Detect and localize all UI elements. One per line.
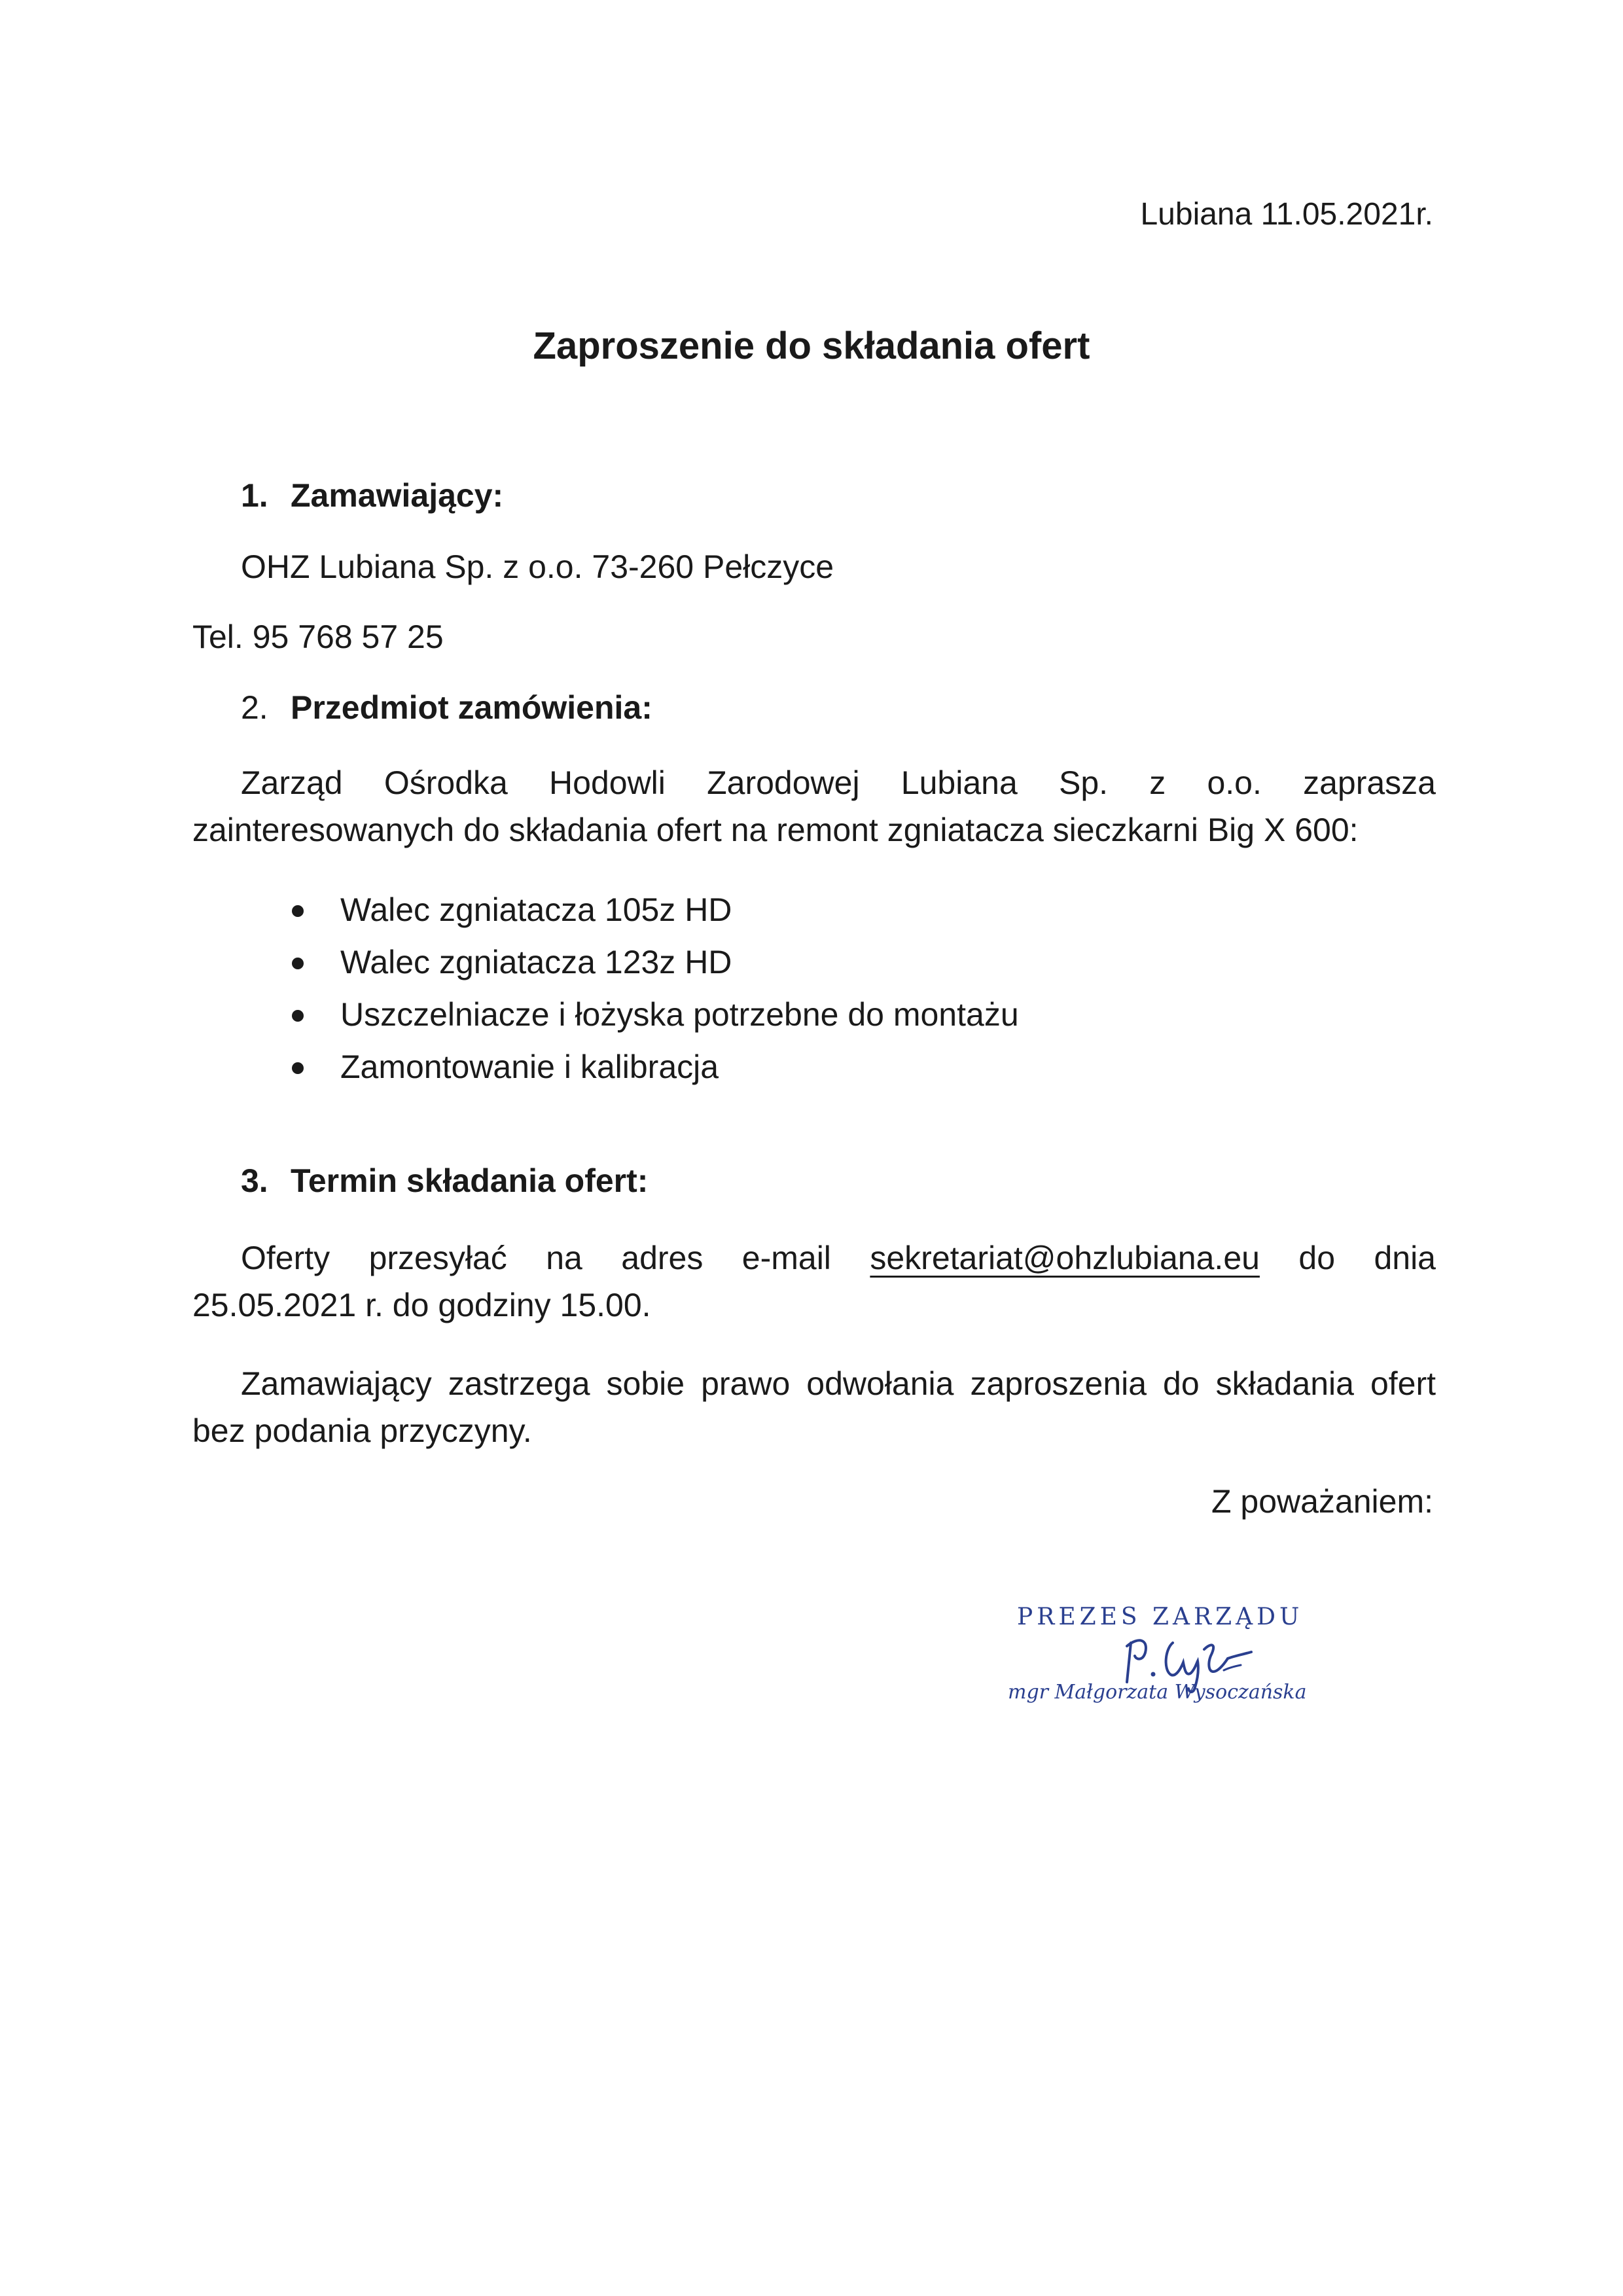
deadline-line-1: Oferty przesyłać na adres e-mail sekretariat@ohzlubiana.eu do dnia (241, 1240, 1436, 1276)
document-date: Lubiana 11.05.2021r. (1140, 197, 1433, 232)
section-1-heading (241, 476, 503, 514)
deadline-line-2: 25.05.2021 r. do godziny 15.00. (192, 1287, 651, 1323)
reservation-paragraph (192, 1360, 1436, 1454)
bullet-icon (292, 958, 304, 969)
section-1-title: Zamawiający: (291, 477, 504, 514)
order-subject-line-1: Zarząd Ośrodka Hodowli Zarodowej Lubiana Sp. z o.o. zaprasza (241, 764, 1436, 801)
document-title: Zaproszenie do składania ofert (533, 325, 1090, 367)
list-item: Walec zgniatacza 123z HD (288, 936, 1019, 988)
order-subject-line-2: zainteresowanych do składania ofert na remont zgniatacza sieczkarni Big X 600: (192, 812, 1359, 848)
section-1-number: 1. (241, 477, 268, 514)
order-items-list (288, 884, 1019, 1093)
list-item: Uszczelniacze i łożyska potrzebne do montażu (288, 988, 1019, 1041)
deadline-paragraph (192, 1234, 1436, 1329)
section-2-title: Przedmiot zamówienia: (291, 689, 652, 726)
section-3-title: Termin składania ofert: (291, 1162, 649, 1199)
section-3-heading (241, 1162, 648, 1200)
section-2-heading (241, 689, 652, 726)
bullet-icon (292, 1010, 304, 1022)
bullet-icon (292, 1062, 304, 1074)
section-2-number: 2. (241, 689, 268, 726)
section-3-number: 3. (241, 1162, 268, 1199)
stamp-name: mgr Małgorzata Wysoczańska (1008, 1681, 1307, 1704)
reservation-line-2: bez podania przyczyny. (192, 1412, 532, 1449)
orderer-address: OHZ Lubiana Sp. z o.o. 73-260 Pełczyce (241, 548, 834, 585)
signature-stamp (1008, 1604, 1322, 1721)
list-item: Walec zgniatacza 105z HD (288, 884, 1019, 936)
stamp-title: PREZES ZARZĄDU (1017, 1604, 1304, 1630)
order-subject-paragraph (192, 759, 1436, 853)
reservation-line-1: Zamawiający zastrzega sobie prawo odwołania zaproszenia do składania ofert (241, 1365, 1436, 1402)
list-item: Zamontowanie i kalibracja (288, 1041, 1019, 1093)
bullet-icon (292, 905, 304, 917)
orderer-phone: Tel. 95 768 57 25 (192, 619, 444, 655)
closing-greeting: Z poważaniem: (1211, 1483, 1433, 1520)
email-link[interactable]: sekretariat@ohzlubiana.eu (870, 1240, 1260, 1276)
